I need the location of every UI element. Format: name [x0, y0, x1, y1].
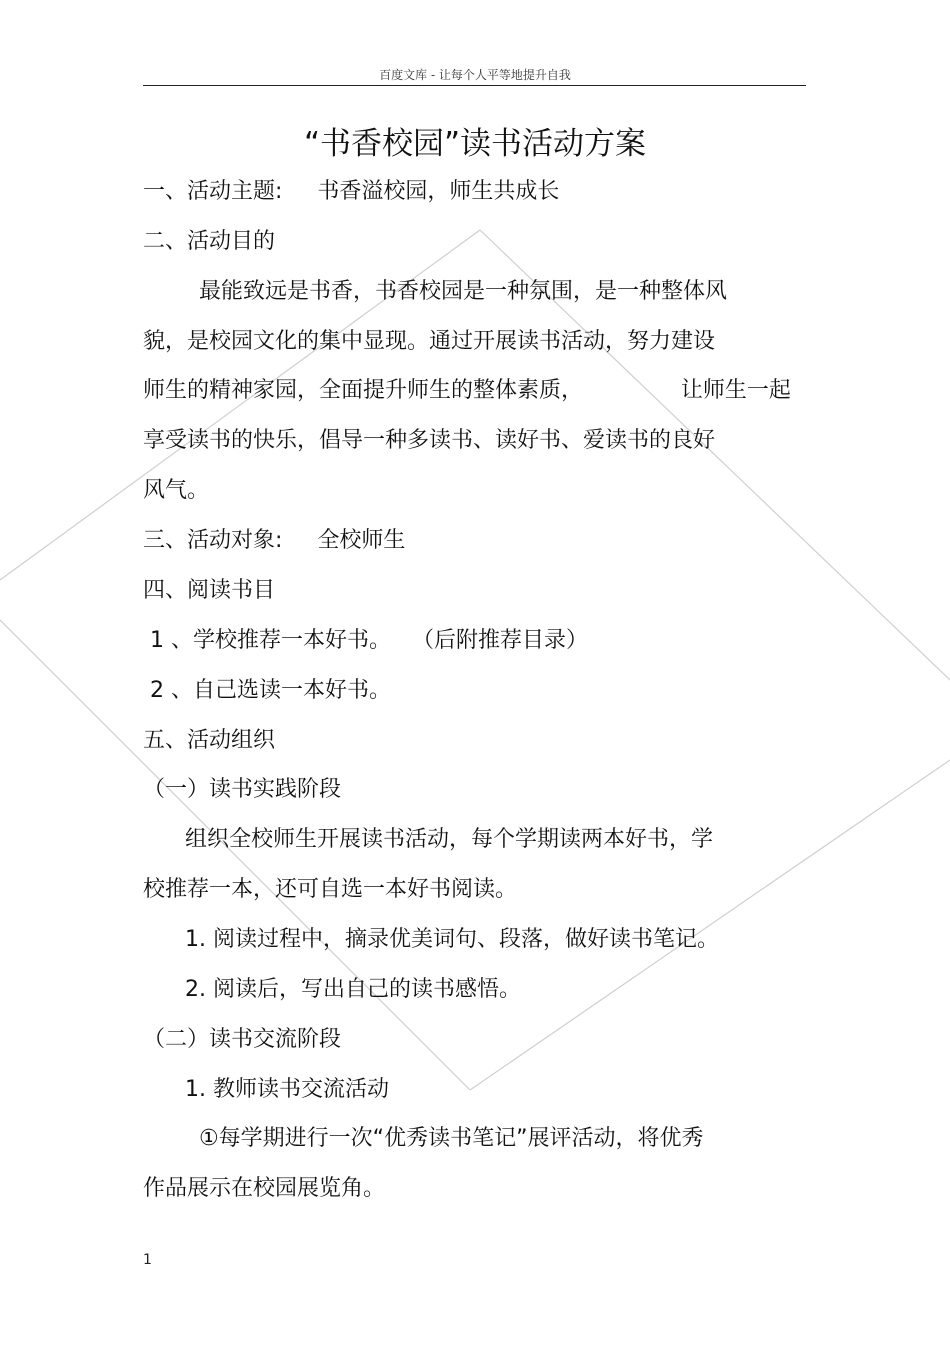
text-line-paragraph-3: 师生的精神家园，全面提升师生的整体素质， 让师生一起	[143, 378, 791, 403]
text-line-paragraph-1: 最能致远是书香，书香校园是一种氛围，是一种整体风	[143, 279, 727, 304]
text-line-section-5: 五、活动组织	[143, 728, 276, 753]
text-line-step-1: 1. 阅读过程中，摘录优美词句、段落，做好读书笔记。	[143, 927, 719, 952]
text-line-section-2: 二、活动目的	[143, 229, 276, 254]
text-line-paragraph-9: 作品展示在校园展览角。	[143, 1176, 386, 1201]
text-line-section-4: 四、阅读书目	[143, 578, 276, 603]
text-line-item-1: 1 、学校推荐一本好书。 （后附推荐目录）	[143, 628, 588, 653]
text-line-paragraph-8: ①每学期进行一次“优秀读书笔记”展评活动，将优秀	[143, 1126, 704, 1151]
text-line-paragraph-2: 貌，是校园文化的集中显现。通过开展读书活动，努力建设	[143, 329, 716, 354]
text-line-section-1: 一、活动主题: 书香溢校园，师生共成长	[143, 179, 560, 204]
text-line-step-3: 1. 教师读书交流活动	[143, 1077, 389, 1102]
text-line-section-3: 三、活动对象: 全校师生	[143, 528, 406, 553]
header-divider	[143, 85, 806, 86]
text-line-paragraph-6: 组织全校师生开展读书活动，每个学期读两本好书，学	[143, 827, 713, 852]
document-title: “书香校园”读书活动方案	[303, 126, 647, 162]
page-number: 1	[143, 1252, 152, 1268]
text-line-paragraph-5: 风气。	[143, 478, 210, 503]
text-line-step-2: 2. 阅读后，写出自己的读书感悟。	[143, 977, 521, 1002]
text-line-subsection-1: （一）读书实践阶段	[143, 777, 342, 802]
text-line-subsection-2: （二）读书交流阶段	[143, 1027, 342, 1052]
page-header: 百度文库 - 让每个人平等地提升自我	[379, 68, 571, 82]
text-line-paragraph-7: 校推荐一本，还可自选一本好书阅读。	[143, 877, 518, 902]
text-line-paragraph-4: 享受读书的快乐，倡导一种多读书、读好书、爱读书的良好	[143, 428, 716, 453]
text-line-item-2: 2 、自己选读一本好书。	[143, 678, 391, 703]
